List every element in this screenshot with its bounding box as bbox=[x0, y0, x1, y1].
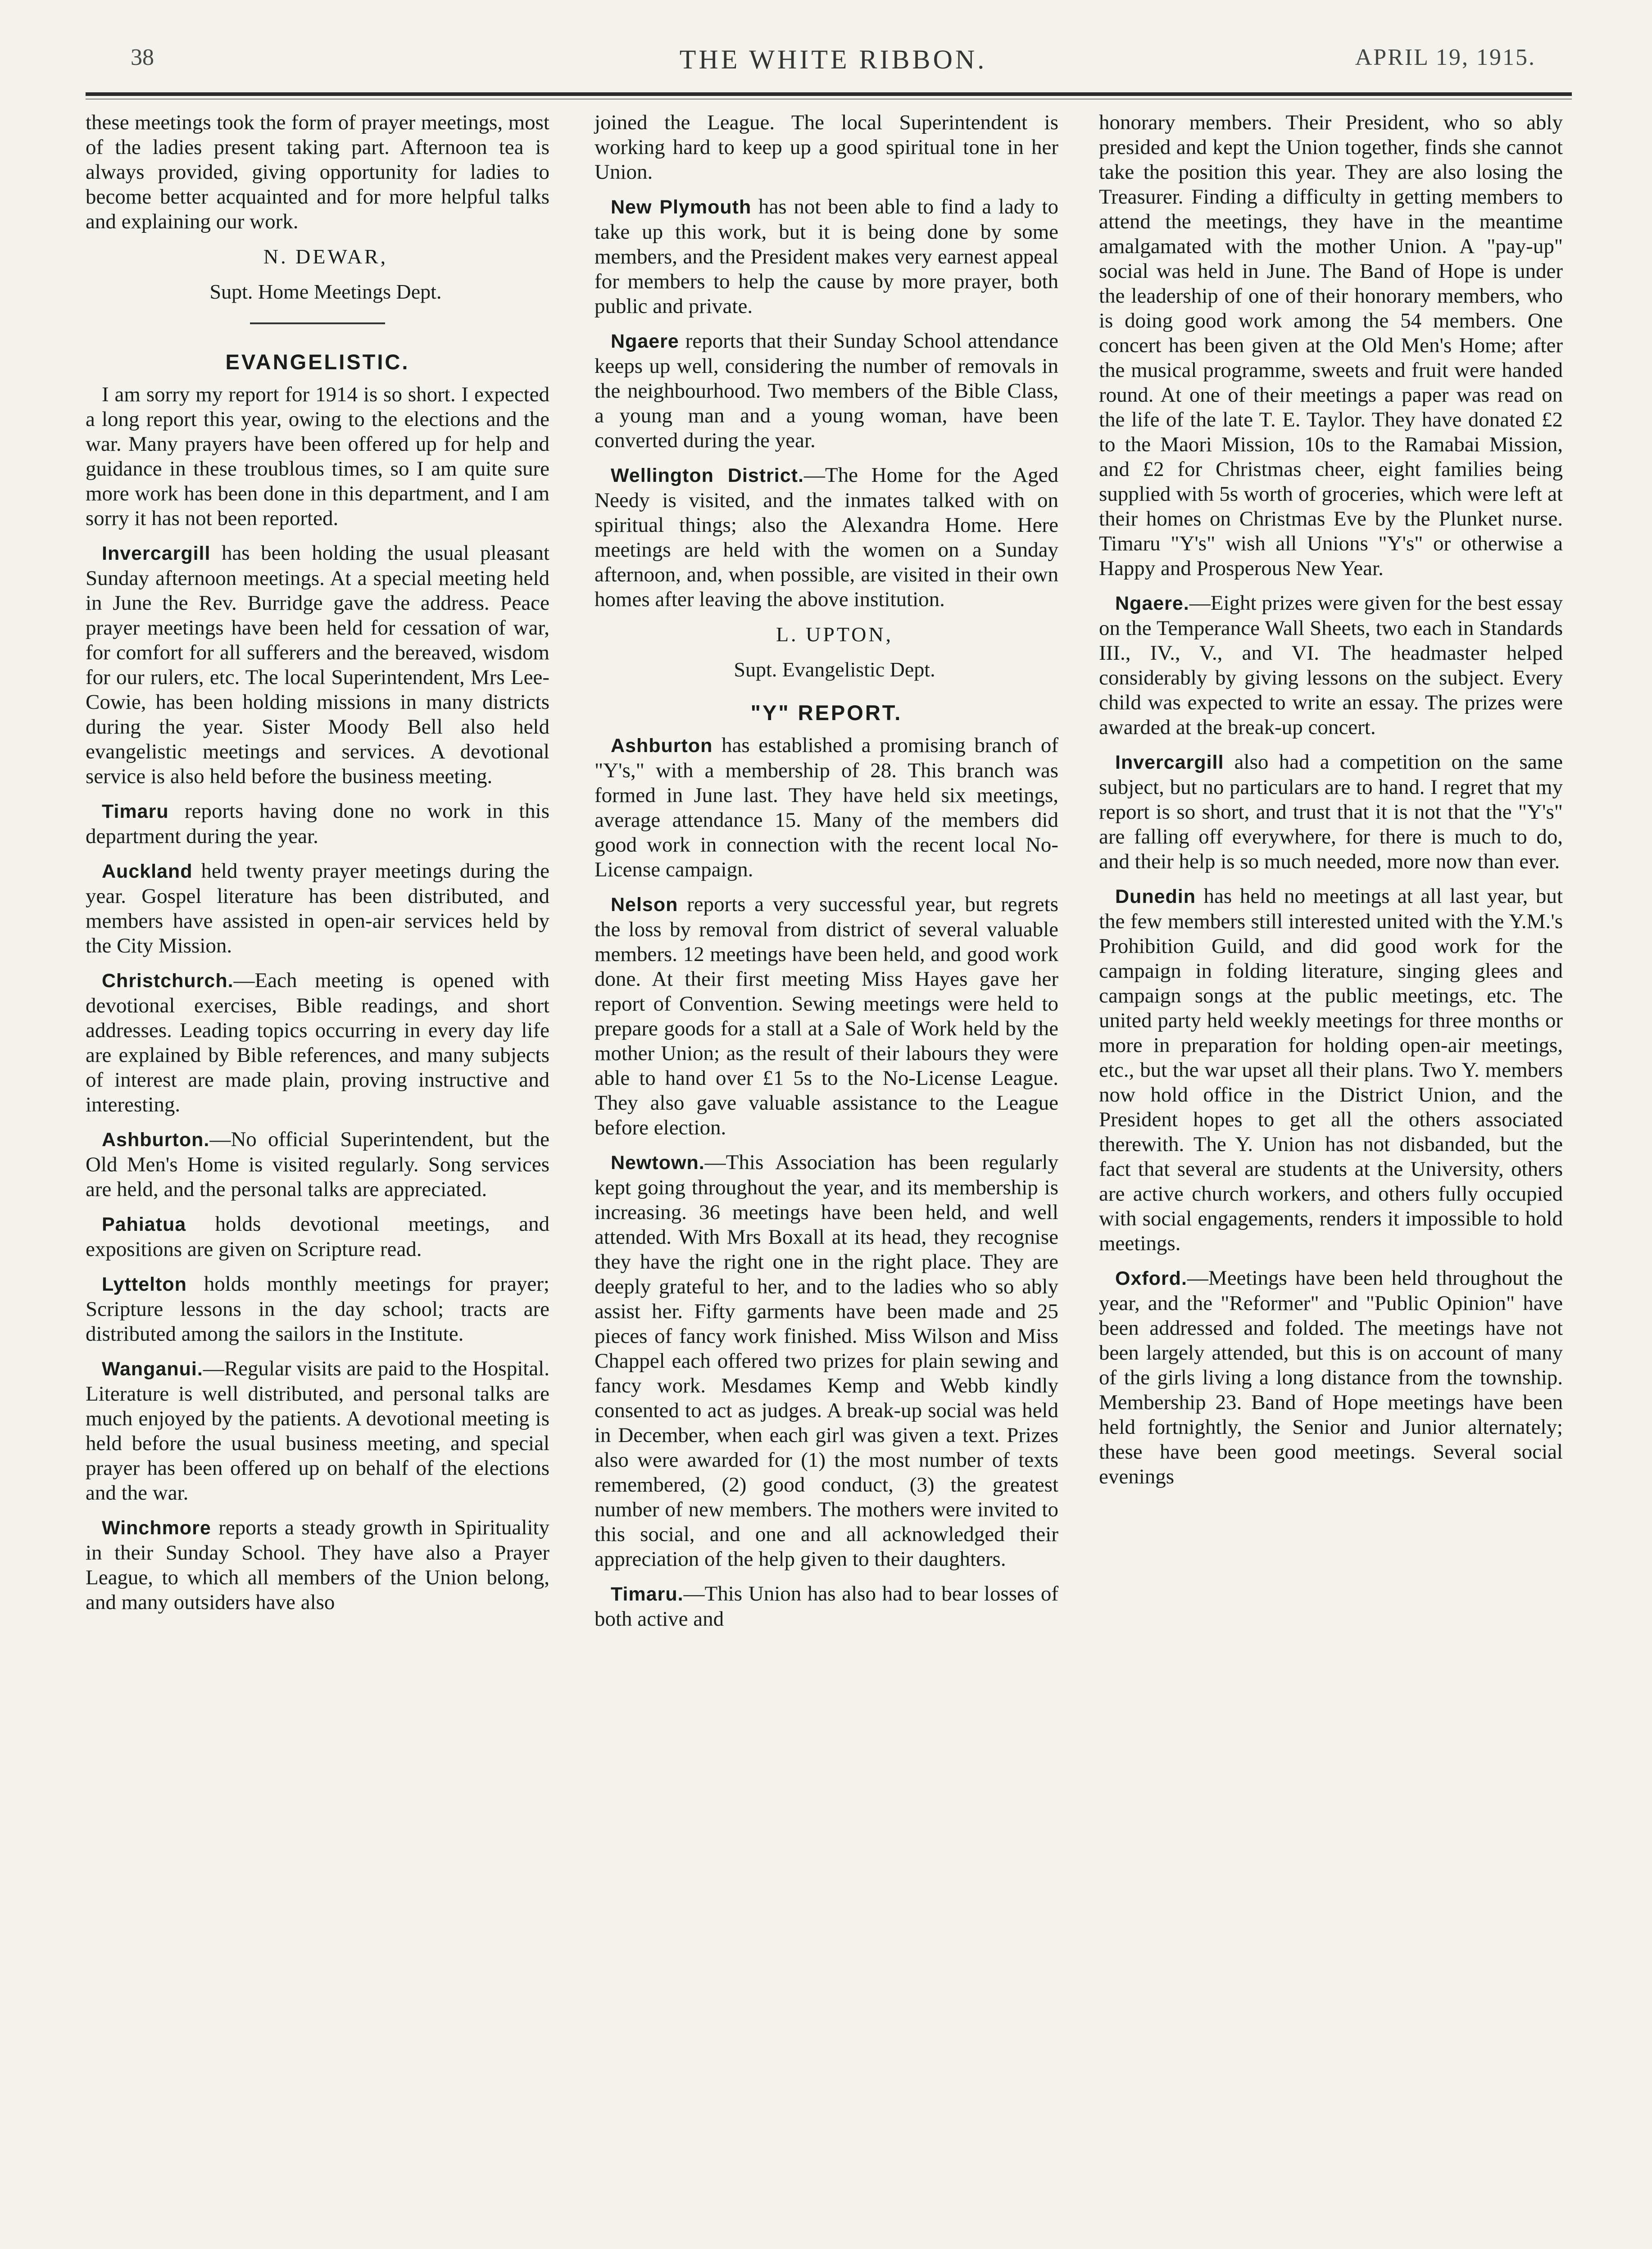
paragraph-text: has established a promising branch of "Y's," with a membership of 28. This branch was formed in June last. They have held six meetings, average attendance 15. Many of the members did good work in connection with the recent local No-License campaign. bbox=[595, 734, 1058, 881]
paragraph-text: —Each meeting is opened with devotional exercises, Bible readings, and short addresses. Leading topics occurring in every day life are explained by Bible references, and many subjects of interest are made plain, proving instructive and interesting. bbox=[86, 969, 549, 1116]
paragraph bbox=[86, 1272, 549, 1347]
paragraph-text: —No official Superintendent, but the Old Men's Home is visited regularly. Song services are held, and the personal talks are appreciated. bbox=[86, 1128, 549, 1201]
place-name: Oxford. bbox=[1115, 1268, 1187, 1289]
column-1 bbox=[86, 110, 549, 1625]
paragraph bbox=[86, 968, 549, 1117]
paragraph bbox=[595, 195, 1058, 319]
newspaper-title: THE WHITE RIBBON. bbox=[679, 45, 987, 74]
place-name: Wanganui. bbox=[102, 1358, 203, 1380]
paragraph-text: —Eight prizes were given for the best essay on the Temperance Wall Sheets, two each in Standards III., IV., V., and VI. The headmaster helped considerably by giving lessons on the subject. Every child was expected to write an essay. The prizes were awarded at the break-up concert. bbox=[1099, 591, 1563, 739]
paragraph bbox=[595, 1582, 1058, 1632]
paragraph bbox=[1099, 591, 1563, 740]
header-rule bbox=[86, 92, 1572, 96]
header-rule-thin bbox=[86, 99, 1572, 100]
paragraph bbox=[1099, 884, 1563, 1256]
place-name: Ngaere bbox=[611, 331, 679, 352]
paragraph bbox=[595, 1150, 1058, 1572]
section-heading: "Y" REPORT. bbox=[750, 701, 903, 725]
place-name: Invercargill bbox=[1115, 752, 1224, 773]
place-name: Ashburton. bbox=[102, 1129, 210, 1151]
paragraph-text: —This Union has also had to bear losses of both active and bbox=[595, 1582, 1058, 1631]
place-name: Nelson bbox=[611, 894, 678, 916]
place-name: Invercargill bbox=[102, 543, 211, 564]
place-name: Timaru. bbox=[611, 1583, 684, 1605]
paragraph bbox=[86, 859, 549, 958]
paragraph bbox=[1099, 750, 1563, 874]
signature-dept: Supt. Evangelistic Dept. bbox=[734, 658, 935, 681]
paragraph bbox=[86, 1356, 549, 1505]
paragraph bbox=[595, 733, 1058, 882]
paragraph-text: has not been able to find a lady to take up this work, but it is being done by some members, and the President makes very earnest appeal for members to help the cause by more prayer, both public and private. bbox=[595, 195, 1058, 318]
paragraph bbox=[1099, 1266, 1563, 1489]
place-name: Ashburton bbox=[611, 735, 713, 757]
paragraph-text: also had a competition on the same subject, but no particulars are to hand. I regret that my report is so short, and trust that it is not that the "Y's" are falling off everywhere, for there is much to do, and their help is so much needed, more now than ever. bbox=[1099, 750, 1563, 873]
place-name: New Plymouth bbox=[611, 196, 752, 218]
place-name: Ngaere. bbox=[1115, 593, 1189, 614]
issue-date: APRIL 19, 1915. bbox=[1355, 45, 1536, 70]
paragraph bbox=[595, 463, 1058, 612]
paragraph-text: held twenty prayer meetings during the year. Gospel literature has been distributed, and members have assisted in open-air services held by the City Mission. bbox=[86, 859, 549, 957]
paragraph-text: —The Home for the Aged Needy is visited, and the inmates talked with on spiritual things; also the Alexandra Home. Here meetings are held with the women on a Sunday afternoon, and, when possible, are visited in their own homes after leaving the above institution. bbox=[595, 463, 1058, 611]
paragraph bbox=[595, 892, 1058, 1140]
place-name: Timaru bbox=[102, 801, 169, 822]
paragraph: joined the League. The local Superintendent is working hard to keep up a good spiritual tone in her Union. bbox=[595, 111, 1058, 184]
place-name: Dunedin bbox=[1115, 886, 1196, 907]
paragraph bbox=[86, 541, 549, 789]
paragraph-text: —Regular visits are paid to the Hospital. Literature is well distributed, and personal talks are much enjoyed by the patients. A devotional meeting is held before the usual business meeting, and special prayer has been offered up on behalf of the elections and the war. bbox=[86, 1357, 549, 1505]
paragraph: these meetings took the form of prayer meetings, most of the ladies present taking part. Afternoon tea is always provided, giving opportunity for ladies to become better acquainted and for more helpful talks and explaining our work. bbox=[86, 111, 549, 233]
paragraph bbox=[86, 1515, 549, 1615]
place-name: Auckland bbox=[102, 861, 193, 882]
place-name: Christchurch. bbox=[102, 970, 234, 992]
paragraph bbox=[86, 799, 549, 849]
signature-name: L. UPTON, bbox=[776, 623, 894, 646]
place-name: Lyttelton bbox=[102, 1274, 187, 1295]
page-header bbox=[131, 40, 1536, 80]
place-name: Wellington District. bbox=[611, 465, 804, 486]
paragraph-text: reports that their Sunday School attendance keeps up well, considering the number of removals in the neighbourhood. Two members of the Bible Class, a young man and a young woman, have been converted during the year. bbox=[595, 329, 1058, 452]
paragraph-text: reports a very successful year, but regrets the loss by removal from district of several valuable members. 12 meetings have been held, and good work done. At their first meeting Miss Hayes gave her report of Convention. Sewing meetings were held to prepare goods for a stall at a Sale of Work held by the mother Union; as the result of their labours they were able to hand over £1 5s to the No-License League. They also gave valuable assistance to the League before election. bbox=[595, 893, 1058, 1139]
paragraph-text: holds devotional meetings, and expositions are given on Scripture read. bbox=[86, 1212, 549, 1261]
paragraph-text: —This Association has been regularly kept going throughout the year, and its membership is increasing. 36 meetings have been held, and well attended. With Mrs Boxall at its head, they recognise they have the right one in the right place. They are deeply grateful to her, and to the ladies who so ably assist her. Fifty garments have been made and 25 pieces of fancy work finished. Miss Wilson and Miss Chappel each offered two prizes for plain sewing and fancy work. Mesdames Kemp and Webb kindly consented to act as judges. A break-up social was held in December, when each girl was given a text. Prizes also were awarded for (1) the most number of texts remembered, (2) good conduct, (3) the greatest number of new members. The mothers were invited to this social, and one and all acknowledged their appreciation of the help given to their daughters. bbox=[595, 1151, 1058, 1571]
column-2 bbox=[595, 110, 1058, 1641]
signature-dept: Supt. Home Meetings Dept. bbox=[209, 280, 442, 303]
paragraph-text: —Meetings have been held throughout the year, and the "Reformer" and "Public Opinion" have been addressed and folded. The meetings have not been largely attended, but this is on account of many of the girls living a long distance from the township. Membership 23. Band of Hope meetings have been held fortnightly, the Senior and Junior alternately; these have been good meetings. Several social evenings bbox=[1099, 1266, 1563, 1488]
section-heading: EVANGELISTIC. bbox=[225, 350, 410, 374]
column-3 bbox=[1099, 110, 1563, 1499]
paragraph-text: reports a steady growth in Spirituality in their Sunday School. They have also a Prayer League, to which all members of the Union belong, and many outsiders have also bbox=[86, 1516, 549, 1614]
signature-name: N. DEWAR, bbox=[263, 245, 388, 268]
place-name: Winchmore bbox=[102, 1517, 211, 1539]
paragraph-text: reports having done no work in this department during the year. bbox=[86, 799, 549, 848]
paragraph-text: holds monthly meetings for prayer; Scripture lessons in the day school; tracts are distributed among the sailors in the Institute. bbox=[86, 1272, 549, 1346]
place-name: Newtown. bbox=[611, 1152, 705, 1174]
place-name: Pahiatua bbox=[102, 1214, 186, 1235]
paragraph bbox=[86, 1212, 549, 1262]
paragraph-text: has been holding the usual pleasant Sunday afternoon meetings. At a special meeting held in June the Rev. Burridge gave the address. Peace prayer meetings have been held for cessation of war, for comfort for all sufferers and the bereaved, wisdom for our rulers, etc. The local Superintendent, Mrs Lee-Cowie, has been holding missions in many districts during the year. Sister Moody Bell also held evangelistic meetings and services. A devotional service is also held before the business meeting. bbox=[86, 541, 549, 788]
page-number: 38 bbox=[131, 45, 154, 70]
paragraph bbox=[86, 1127, 549, 1202]
paragraph: I am sorry my report for 1914 is so short. I expected a long report this year, owing to the elections and the war. Many prayers have been offered up for help and guidance in these troublous times, so I am quite sure more work has been done in this department, and I am sorry it has not been reported. bbox=[86, 383, 549, 530]
paragraph bbox=[595, 329, 1058, 453]
paragraph-text: has held no meetings at all last year, but the few members still interested united with the Y.M.'s Prohibition Guild, and did good work for the campaign in folding literature, singing glees and campaign songs at the public meetings, etc. The united party held weekly meetings for three months or more in preparation for holding open-air meetings, etc., but the war upset all their plans. Two Y. members now hold office in the District Union, and the President hopes to get all the others associated therewith. The Y. Union has not disbanded, but the fact that several are students at the University, others are active church workers, and others fully occupied with social engagements, renders it impossible to hold meetings. bbox=[1099, 884, 1563, 1255]
section-divider bbox=[250, 322, 385, 324]
paragraph: honorary members. Their President, who so ably presided and kept the Union together, finds she cannot take the position this year. They are also losing the Treasurer. Finding a difficulty in getting members to attend the meetings, they have in the meantime amalgamated with the mother Union. A "pay-up" social was held in June. The Band of Hope is under the leadership of one of their honorary members, who is doing good work among the 54 members. One concert has been given at the Old Men's Home; after the musical programme, sweets and fruit were handed round. At one of their meetings a paper was read on the life of the late T. E. Taylor. They have donated £2 to the Maori Mission, 10s to the Ramabai Mission, and £2 for Christmas cheer, eight families being supplied with 5s worth of groceries, which were left at their homes on Christmas Eve by the Plunket nurse. Timaru "Y's" wish all Unions "Y's" or otherwise a Happy and Prosperous New Year. bbox=[1099, 111, 1563, 580]
